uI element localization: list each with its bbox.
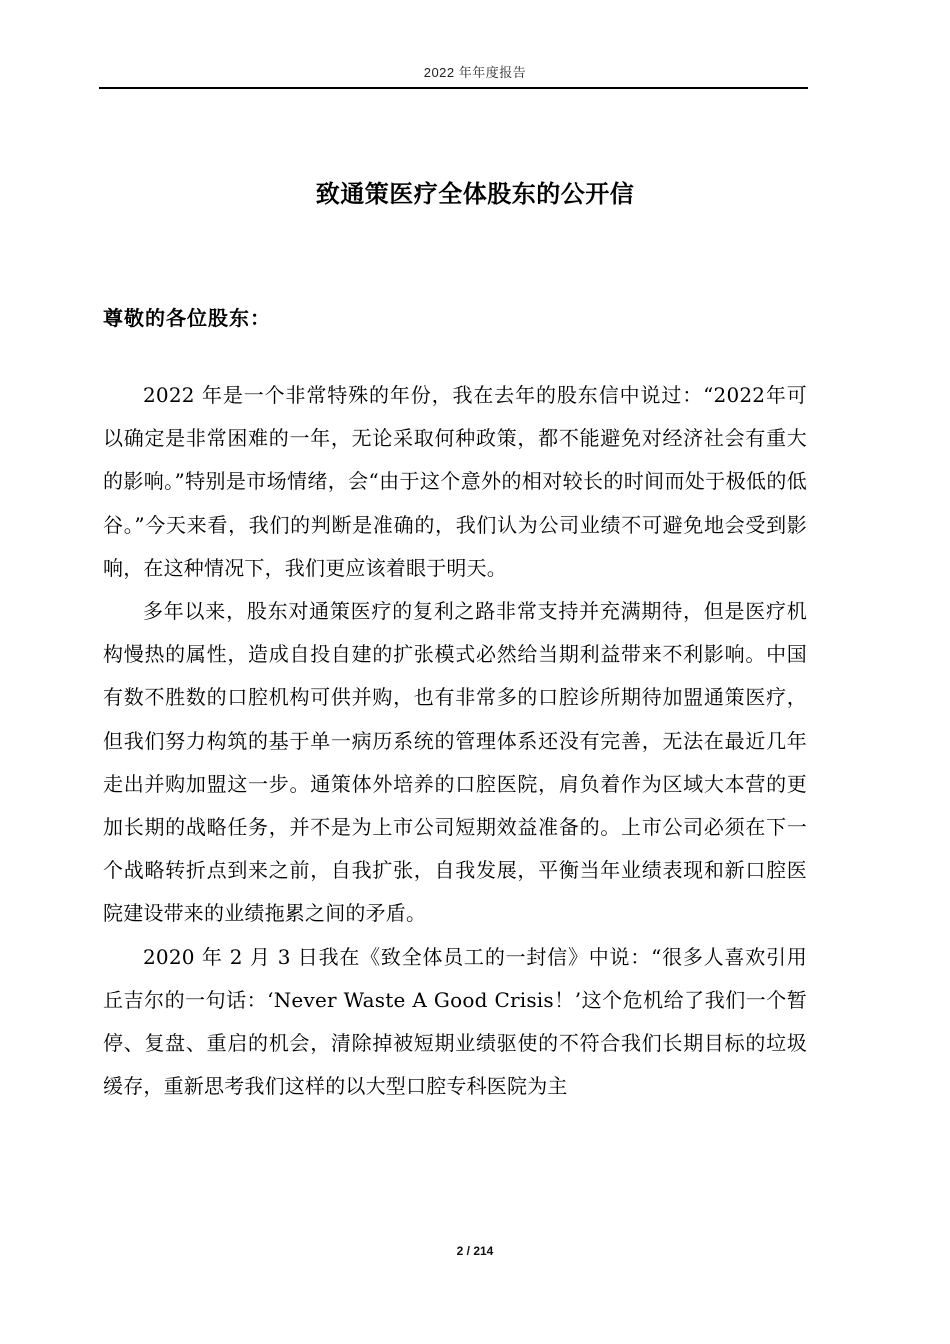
letter-body xyxy=(103,374,807,1108)
paragraph-3: 2020 年 2 月 3 日我在《致全体员工的一封信》中说：“很多人喜欢引用丘吉尔的一句话：‘Never Waste A Good Crisis！’这个危机给了我们一个暂停、复盘、重启的机会，清除掉被短期业绩驱使的不符合我们长期目标的垃圾缓存，重新思考我们这样的以大型口腔专科医院为主 xyxy=(103,944,807,1099)
document-title: 致通策医疗全体股东的公开信 xyxy=(315,180,635,208)
header-divider xyxy=(99,87,808,89)
paragraph-1: 2022 年是一个非常特殊的年份，我在去年的股东信中说过：“2022年可以确定是非常困难的一年，无论采取何种政策，都不能避免对经济社会有重大的影响。”特别是市场情绪，会“由于这个意外的相对较长的时间而处于极低的低谷。”今天来看，我们的判断是准确的，我们认为公司业绩不可避免地会受到影响，在这种情况下，我们更应该着眼于明天。 xyxy=(103,383,807,580)
paragraph-2: 多年以来，股东对通策医疗的复利之路非常支持并充满期待，但是医疗机构慢热的属性，造成自投自建的扩张模式必然给当期利益带来不利影响。中国有数不胜数的口腔机构可供并购，也有非常多的口腔诊所期待加盟通策医疗，但我们努力构筑的基于单一病历系统的管理体系还没有完善，无法在最近几年走出并购加盟这一步。通策体外培养的口腔医院，肩负着作为区域大本营的更加长期的战略任务，并不是为上市公司短期效益准备的。上市公司必须在下一个战略转折点到来之前，自我扩张，自我发展，平衡当年业绩表现和新口腔医院建设带来的业绩拖累之间的矛盾。 xyxy=(103,599,807,926)
salutation: 尊敬的各位股东： xyxy=(103,306,271,330)
page-number: 2 / 214 xyxy=(456,1244,494,1258)
page-header: 2022 年年度报告 xyxy=(423,65,527,80)
